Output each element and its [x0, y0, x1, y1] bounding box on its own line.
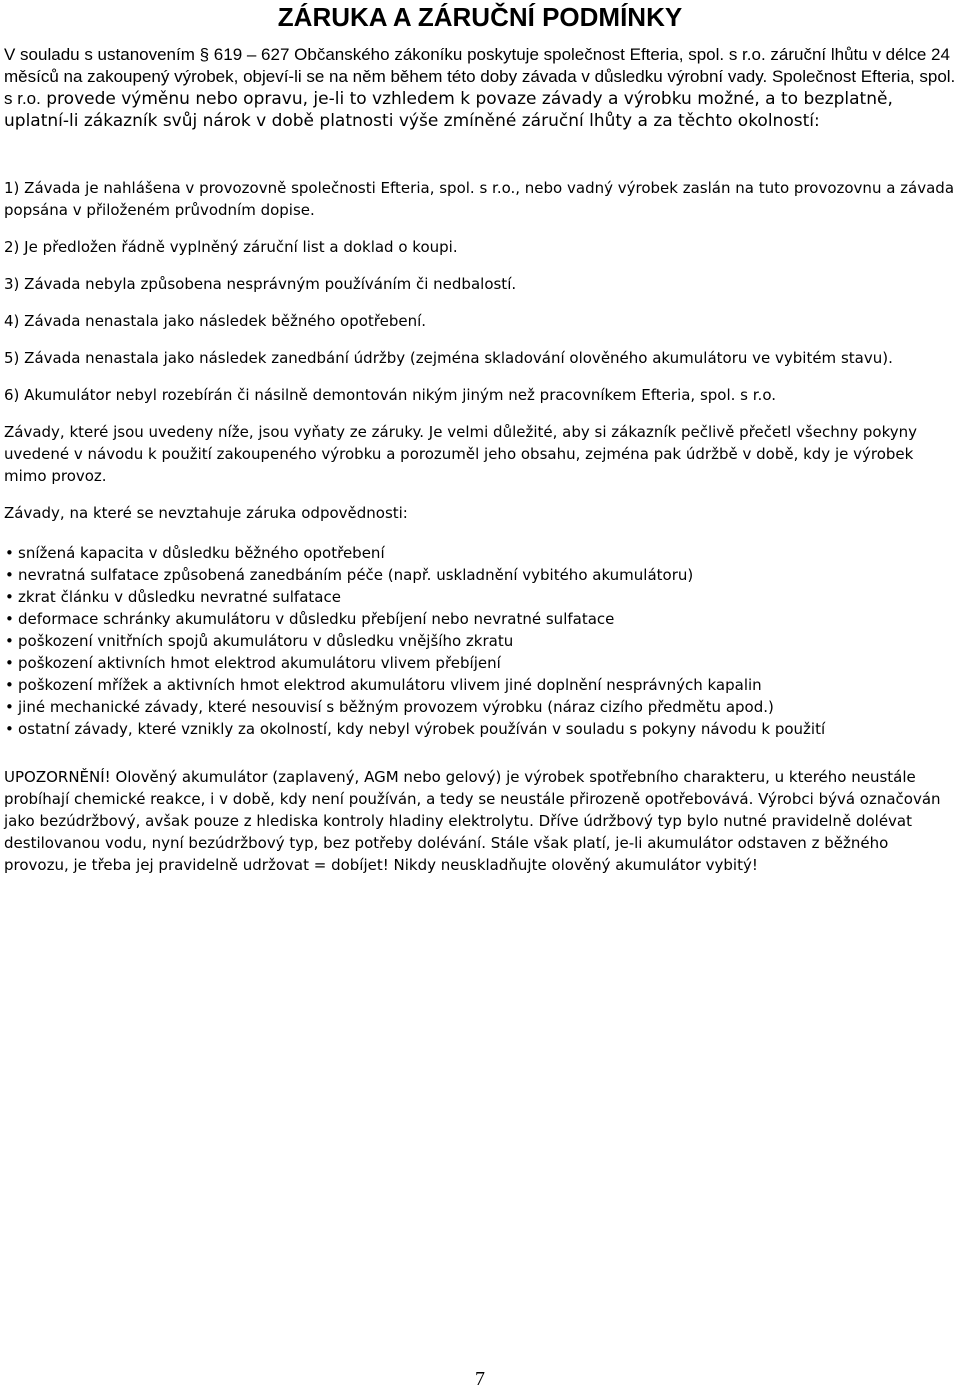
bullet-icon: •: [5, 720, 14, 738]
bullet-icon: •: [5, 588, 14, 606]
bullet-icon: •: [5, 654, 14, 672]
bullet-icon: •: [5, 676, 14, 694]
exclusions-list: [4, 542, 956, 740]
warning-paragraph: UPOZORNĚNÍ! Olověný akumulátor (zaplavený, AGM nebo gelový) je výrobek spotřebního charakteru, u kterého neustále probíhají chemické reakce, i v době, kdy není používán, a tedy se neustále přirozeně opotřebovává. Výrobci bývá označován jako bezúdržbový, avšak pouze z hlediska kontroly hladiny elektrolytu. Dříve údržbový typ bylo nutné pravidelně dolévat destilovanou vodu, nyní bezúdržbový typ, bez potřeby dolévání. Stále však platí, je-li akumulátor odstaven z běžného provozu, je třeba jej pravidelně udržovat = dobíjet! Nikdy neuskladňujte olověný akumulátor vybitý!: [4, 768, 941, 874]
condition-4: 4) Závada nenastala jako následek běžného opotřebení.: [4, 312, 427, 330]
document-body: [4, 96, 956, 876]
condition-1: 1) Závada je nahlášena v provozovně společnosti Efteria, spol. s r.o., nebo vadný výrobek zaslán na tuto provozovnu a závada popsána v přiloženém průvodním dopise.: [4, 179, 955, 219]
bullet-icon: •: [5, 632, 14, 650]
page-number: 7: [475, 1368, 485, 1390]
bullet-icon: •: [5, 698, 14, 716]
list-item: • poškození mřížek a aktivních hmot elektrod akumulátoru vlivem jiné doplnění nesprávných kapalin: [5, 676, 762, 694]
condition-5: 5) Závada nenastala jako následek zanedbání údržby (zejména skladování olověného akumulátoru ve vybitém stavu).: [4, 349, 893, 367]
intro-tail-text: provede výměnu nebo opravu, je-li to vzhledem k povaze závady a výrobku možné, a to bezplatně, uplatní-li zákazník svůj nárok v době platnosti výše zmíněné záruční lhůty a za těchto okolností:: [4, 89, 893, 131]
list-item: • zkrat článku v důsledku nevratné sulfatace: [5, 588, 341, 606]
list-item: • ostatní závady, které vznikly za okolností, kdy nebyl výrobek používán v souladu s pokyny návodu k použití: [5, 720, 826, 738]
list-item: • deformace schránky akumulátoru v důsledku přebíjení nebo nevratné sulfatace: [5, 610, 615, 628]
intro-spacer: [4, 96, 956, 162]
bullet-icon: •: [5, 566, 14, 584]
list-item: • poškození vnitřních spojů akumulátoru v důsledku vnějšího zkratu: [5, 632, 514, 650]
bullet-icon: •: [5, 610, 14, 628]
condition-2: 2) Je předložen řádně vyplněný záruční list a doklad o koupi.: [4, 238, 458, 256]
list-item: • jiné mechanické závady, které nesouvisí s běžným provozem výrobku (náraz cizího předmětu apod.): [5, 698, 774, 716]
list-item: • nevratná sulfatace způsobená zanedbáním péče (např. uskladnění vybitého akumulátoru): [5, 566, 694, 584]
list-item: • snížená kapacita v důsledku běžného opotřebení: [5, 544, 385, 562]
condition-3: 3) Závada nebyla způsobena nesprávným používáním či nedbalostí.: [4, 275, 517, 293]
condition-6: 6) Akumulátor nebyl rozebírán či násilně demontován nikým jiným než pracovníkem Efteria, spol. s r.o.: [4, 386, 777, 404]
exclusions-note: Závady, které jsou uvedeny níže, jsou vyňaty ze záruky. Je velmi důležité, aby si zákazník pečlivě přečetl všechny pokyny uvedené v návodu k použití zakoupeného výrobku a porozuměl jeho obsahu, zejména pak údržbě v době, kdy je výrobek mimo provoz.: [4, 423, 917, 485]
page-title: ZÁRUKA A ZÁRUČNÍ PODMÍNKY: [277, 2, 683, 32]
exclusions-heading: Závady, na které se nevztahuje záruka odpovědnosti:: [4, 504, 408, 522]
intro-text: V souladu s ustanovením § 619 – 627 Občanského zákoníku poskytuje společnost Efteria, spol. s r.o. záruční lhůtu v délce 24 měsíců na zakoupený výrobek, objeví-li se na něm během této doby závada v důsledku výrobní vady. Společnost Efteria, spol. s r.o.: [4, 45, 956, 108]
list-item: • poškození aktivních hmot elektrod akumulátoru vlivem přebíjení: [5, 654, 501, 672]
bullet-icon: •: [5, 544, 14, 562]
